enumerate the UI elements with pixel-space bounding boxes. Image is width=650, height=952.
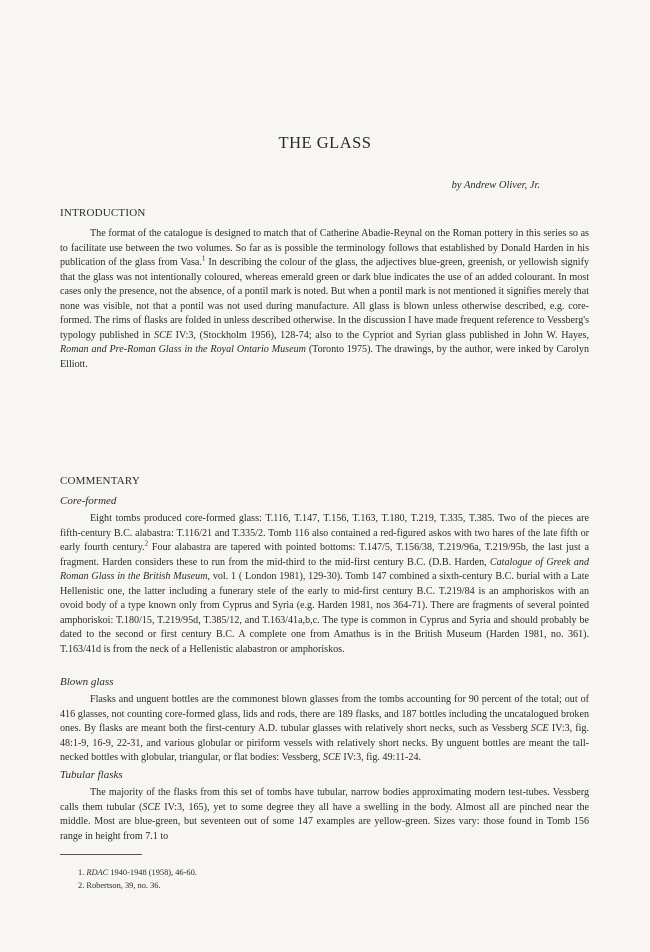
italic-text: SCE — [142, 801, 161, 813]
footnote-ref: 1 — [201, 254, 206, 263]
text-run: IV:3, (Stockholm 1956), 128-74; also to the Cypriot and Syrian glass published in John W. Hayes, — [172, 329, 589, 341]
italic-text: SCE — [322, 752, 341, 763]
blown-glass-section — [60, 676, 589, 766]
italic-text: RDAC — [86, 868, 109, 877]
page-title: THE GLASS — [278, 133, 372, 152]
text-run: The format of the catalogue is designed to match that of Catherine Abadie-Reynal on the Roman pottery in this series so as to facilitate use between the two volumes. So far as is possible the terminology follows that established by Donald Harden in his publication of the glass from Vasa. — [60, 228, 589, 268]
text-run: (Toronto 1975). The drawings, by the author, were inked by Carolyn Elliott. — [60, 344, 589, 370]
tubular-flasks-paragraph — [60, 786, 589, 844]
footnote-ref: 2 — [144, 539, 149, 548]
core-formed-paragraph — [60, 512, 589, 657]
tubular-flasks-section — [60, 769, 589, 844]
author-byline: by Andrew Oliver, Jr. — [451, 180, 540, 191]
text-run: 1940-1948 (1958), 46-60. — [108, 868, 197, 877]
italic-text: Roman and Pre-Roman Glass in the Royal Ontario Museum — [60, 344, 306, 355]
text-run: IV:3, 165), yet to some degree they all have a swelling in the body. Almost all are pinched near the middle. Most are blue-green, but seventeen out of some 147 examples are yellow-green. Sizes vary: those found in Tomb 156 range in height from 7.1 to — [60, 801, 590, 842]
text-run: Flasks and unguent bottles are the commonest blown glasses from the tombs accounting for 90 percent of the total; out of 416 glasses, not counting core-formed glass, lids and rods, there are 189 flasks, and 187 bottles including the uncatalogued broken ones. By flasks are meant both the first-century A.D. tubular glasses with relatively short necks, such as Vessberg — [60, 694, 589, 734]
text-run: 1. — [78, 868, 87, 877]
blown-glass-heading: Blown glass — [60, 676, 114, 688]
footnote-divider — [60, 854, 142, 855]
italic-text: SCE — [530, 723, 549, 734]
text-run: Eight tombs produced core-formed glass: T.116, T.147, T.156, T.163, T.180, T.219, T.335, T.385. Two of the pieces are fifth-century B.C. alabastra: T.116/21 and T.335/2. Tomb 116 also contained a red-figured askos with two hares of the late fifth or early fourth century. — [60, 513, 589, 553]
text-run: IV:3, fig. 48:1-9, 16-9, 22-31, and various globular or piriform vessels with relatively short necks. By unguent bottles are meant the tall-necked bottles with globular, triangular, or flat bodies: Vessberg, — [60, 723, 589, 763]
tubular-flasks-heading: Tubular flasks — [60, 769, 123, 781]
introduction-heading: INTRODUCTION — [60, 207, 146, 219]
italic-text: Catalogue of Greek and Roman Glass in the British Museum — [60, 556, 589, 582]
core-formed-heading: Core-formed — [60, 495, 117, 507]
blown-glass-paragraph — [60, 693, 589, 766]
text-run: 2. Robertson, 39, no. 36. — [78, 880, 161, 890]
text-run: , vol. 1 ( London 1981), 129-30). Tomb 147 combined a sixth-century B.C. burial with a Late Hellenistic one, the latter including a funerary stele of the early to mid-first century B.C. T.219/84 is an amphoriskos with an ovoid body of a type known only from Cyprus and Syria (e.g. Harden 1981, nos 364-71). There are fragments of several pointed amphoriskoi: T.180/15, T.219/95d, T.385/12, and T.163/41a,b,c. The type is common in Cyprus and Syria and should probably be dated to the second or first century B.C. A complete one from Amathus is in the British Museum (Harden 1981, no. 361). T.163/41d is from the neck of a Hellenistic alabastron or amphoriskos. — [60, 571, 589, 655]
commentary-heading: COMMENTARY — [60, 475, 140, 487]
text-run: Four alabastra are tapered with pointed bottoms: T.147/5, T.156/38, T.219/96a, T.219/95b, the last just a fragment. Harden considers these to run from the mid-third to the mid-first century B.C. (D.B. Harden, — [60, 542, 589, 568]
commentary-section — [60, 475, 589, 657]
text-run: In describing the colour of the glass, the adjectives blue-green, greenish, or yellowish signify that the glass was not intentionally coloured, whereas emerald green or dark blue indicates the use of an added colourant. In most cases only the presence, not the absence, of a pontil mark is noted. But when a pontil mark is not mentioned it signifies merely that none was visible, not that a pontil was not used during manufacture. All glass is blown unless otherwise described, e.g. core-formed. The rims of flasks are folded in unless described otherwise. In the discussion I have made frequent reference to Vessberg's typology published in — [60, 257, 589, 341]
footnotes — [78, 867, 197, 892]
introduction-paragraph — [60, 227, 589, 372]
text-run: IV:3, fig. 49:11-24. — [340, 752, 422, 763]
footnote-1 — [78, 867, 197, 880]
italic-text: SCE — [154, 329, 172, 341]
text-run: The majority of the flasks from this set of tombs have tubular, narrow bodies approximating modern test-tubes. Vessberg calls them tubular ( — [60, 787, 589, 813]
footnote-2 — [78, 880, 197, 893]
introduction-section — [60, 207, 589, 372]
